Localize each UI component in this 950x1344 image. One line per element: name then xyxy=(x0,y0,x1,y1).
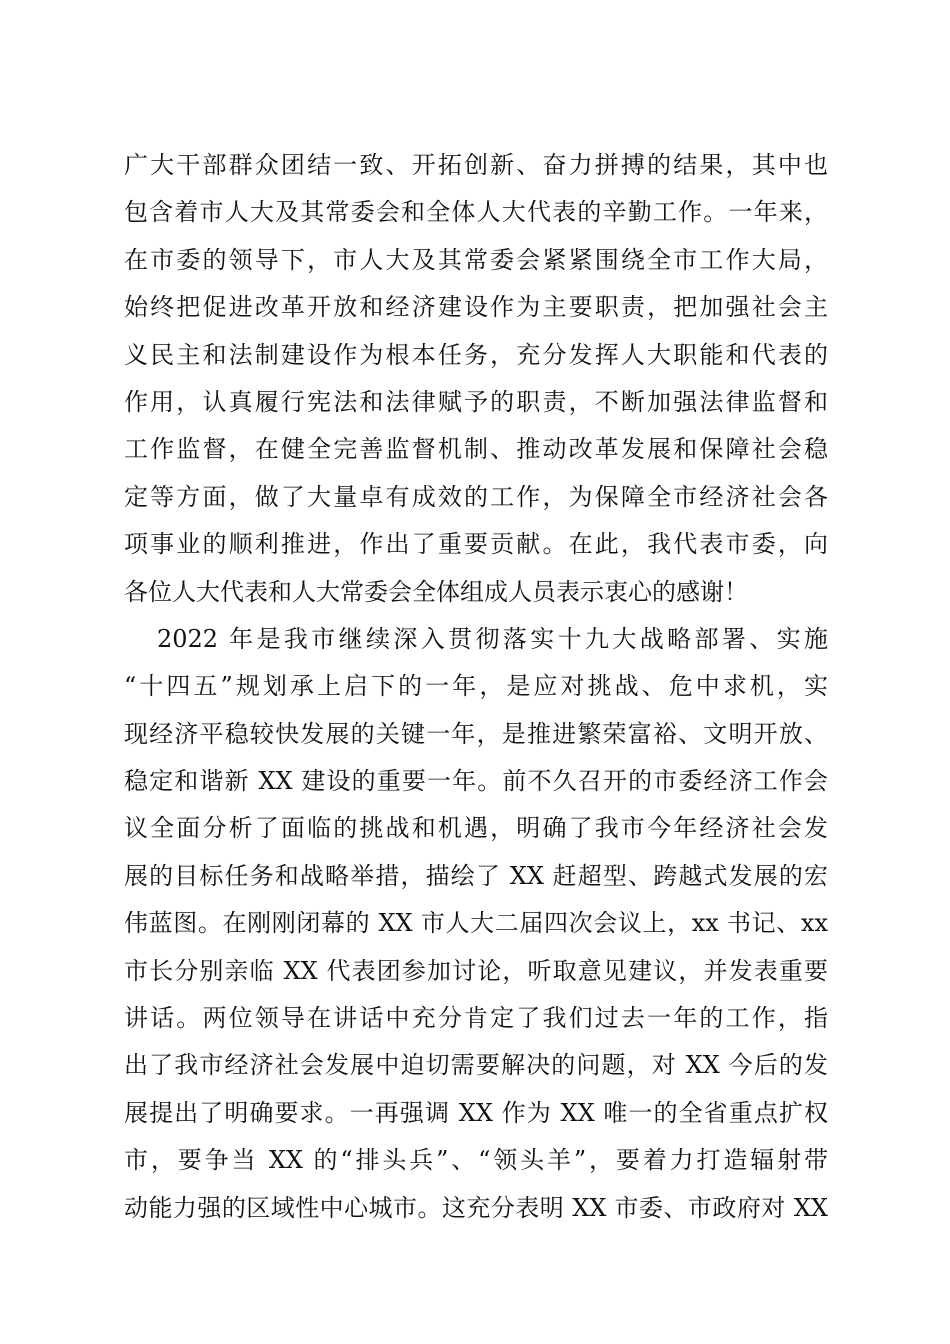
paragraph-line: 展提出了明确要求。一再强调 XX 作为 XX 唯一的全省重点扩权 xyxy=(124,1098,828,1127)
paragraph-line: 项事业的顺利推进，作出了重要贡献。在此，我代表市委，向 xyxy=(124,530,828,559)
paragraph-2 xyxy=(124,616,828,1232)
paragraph-line: 始终把促进改革开放和经济建设作为主要职责，把加强社会主 xyxy=(124,293,828,322)
paragraph-line: 稳定和谐新 XX 建设的重要一年。前不久召开的市委经济工作会 xyxy=(124,767,828,796)
paragraph-line: 广大干部群众团结一致、开拓创新、奋力拼搏的结果，其中也 xyxy=(124,151,828,179)
paragraph-line: 出了我市经济社会发展中迫切需要解决的问题，对 XX 今后的发 xyxy=(124,1051,828,1080)
paragraph-line: 各位人大代表和人大常委会全体组成人员表示衷心的感谢！ xyxy=(124,577,748,606)
paragraph-line: 展的目标任务和战略举措，描绘了 XX 赶超型、跨越式发展的宏 xyxy=(124,861,828,890)
paragraph-line: 动能力强的区域性中心城市。这充分表明 XX 市委、市政府对 XX xyxy=(124,1193,828,1222)
paragraph-line: 义民主和法制建设作为根本任务，充分发挥人大职能和代表的 xyxy=(124,340,828,369)
paragraph-line: 作用，认真履行宪法和法律赋予的职责，不断加强法律监督和 xyxy=(124,387,828,416)
paragraph-line: 市，要争当 XX 的“排头兵”、“领头羊”，要着力打造辐射带 xyxy=(124,1146,828,1175)
paragraph-line: 在市委的领导下，市人大及其常委会紧紧围绕全市工作大局， xyxy=(124,245,828,274)
paragraph-line: 讲话。两位领导在讲话中充分肯定了我们过去一年的工作，指 xyxy=(124,1004,828,1033)
paragraph-line: 议全面分析了面临的挑战和机遇，明确了我市今年经济社会发 xyxy=(124,814,828,843)
paragraph-line: 包含着市人大及其常委会和全体人大代表的辛勤工作。一年来， xyxy=(124,198,828,227)
paragraph-line: 市长分别亲临 XX 代表团参加讨论，听取意见建议，并发表重要 xyxy=(124,956,828,985)
paragraph-line: 定等方面，做了大量卓有成效的工作，为保障全市经济社会各 xyxy=(124,482,828,511)
paragraph-line: 2022 年是我市继续深入贯彻落实十九大战略部署、实施 xyxy=(157,624,828,653)
document-body xyxy=(124,142,828,1232)
paragraph-line: 现经济平稳较快发展的关键一年，是推进繁荣富裕、文明开放、 xyxy=(124,719,828,748)
paragraph-1 xyxy=(124,142,828,616)
paragraph-line: “十四五”规划承上启下的一年，是应对挑战、危中求机，实 xyxy=(124,672,828,701)
paragraph-line: 工作监督，在健全完善监督机制、推动改革发展和保障社会稳 xyxy=(124,435,828,464)
paragraph-line: 伟蓝图。在刚刚闭幕的 XX 市人大二届四次会议上，xx 书记、xx xyxy=(124,909,828,938)
